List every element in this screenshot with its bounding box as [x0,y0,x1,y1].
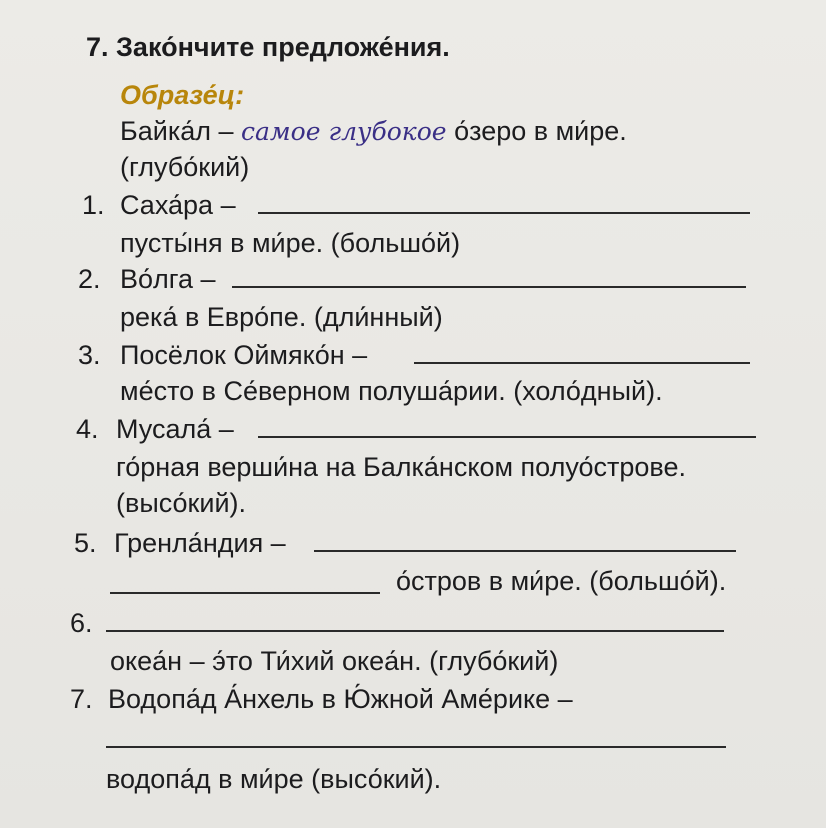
item-lead: Гренла́ндия – [114,528,286,558]
exercise-title: 7. Зако́нчите предложе́ния. [86,32,450,62]
answer-blank[interactable] [258,436,756,438]
item-lead: Саха́ра – [120,190,236,220]
answer-blank[interactable] [414,362,750,364]
item-number: 4. [76,414,99,444]
item-lead: Водопа́д А́нхель в Ю́жной Аме́рике – [108,684,573,714]
item-continuation: го́рная верши́на на Балка́нском полуо́строве. [116,452,686,482]
sample-sentence [120,114,627,149]
answer-blank[interactable] [314,550,736,552]
item-number: 5. [74,528,97,558]
answer-blank[interactable] [110,592,380,594]
item-continuation: ме́сто в Се́верном полуша́рии. (холо́дный). [120,376,663,406]
answer-blank[interactable] [232,286,746,288]
item-continuation: пусты́ня в ми́ре. (большо́й) [120,228,461,258]
item-lead: Мусала́ – [116,414,234,444]
answer-blank[interactable] [258,212,750,214]
item-continuation: река́ в Евро́пе. (дли́нный) [120,302,443,332]
sample-label: Образе́ц: [120,80,245,110]
sample-handwritten-answer: самое глубокое [241,117,447,146]
item-continuation: водопа́д в ми́ре (высо́кий). [106,764,442,794]
item-number: 7. [70,684,93,714]
item-continuation: океа́н – э́то Ти́хий океа́н. (глубо́кий) [110,646,559,676]
item-continuation: о́стров в ми́ре. (большо́й). [396,566,727,596]
item-number: 1. [82,190,105,220]
answer-blank[interactable] [106,630,724,632]
item-number: 6. [70,608,93,638]
item-lead: Посёлок Оймяко́н – [120,340,368,370]
sample-before: Байка́л – [120,116,242,146]
item-number: 2. [78,264,101,294]
item-lead: Во́лга – [120,264,216,294]
answer-blank[interactable] [106,746,726,748]
item-number: 3. [78,340,101,370]
item-continuation: (высо́кий). [116,488,247,518]
sample-after: о́зеро в ми́ре. [446,116,627,146]
sample-hint: (глубо́кий) [120,152,250,182]
